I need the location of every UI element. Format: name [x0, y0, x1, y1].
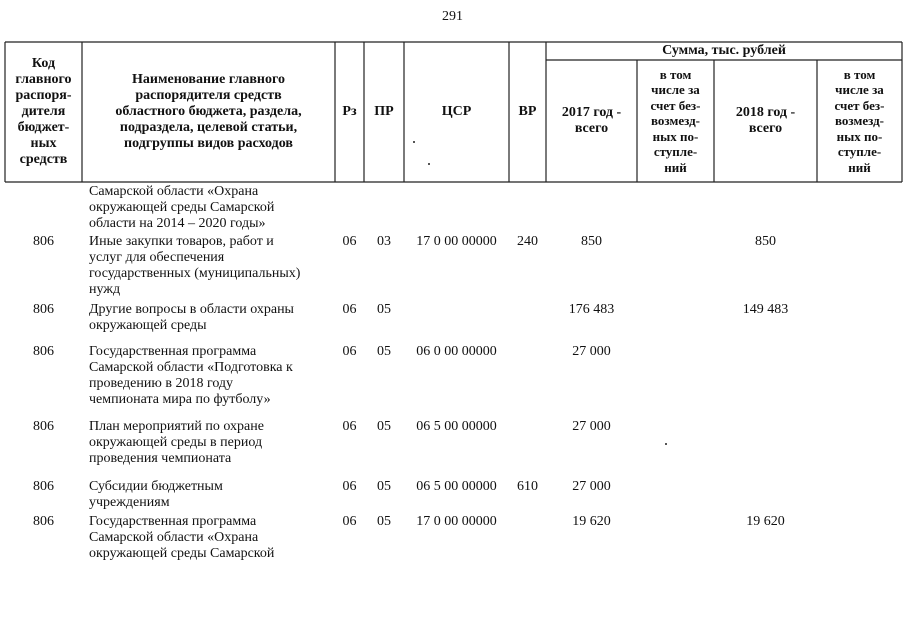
row-2017: 27 000	[572, 479, 611, 494]
header-sum-group: Сумма, тыс. рублей	[662, 43, 786, 58]
row-rz: 06	[342, 302, 357, 317]
row-code: 806	[33, 302, 54, 317]
row-rz: 06	[342, 344, 357, 359]
row-csr: 06 5 00 00000	[416, 479, 497, 494]
scan-speck	[665, 443, 667, 445]
row-name: Государственная программа Самарской области «Подготовка к проведению в 2018 году чемпионата мира по футболу»	[89, 344, 293, 407]
header-name: Наименование главного распорядителя средств областного бюджета, раздела, подраздела, целевой статьи, подгруппы видов расходов	[115, 72, 302, 151]
row-2018: 19 620	[746, 514, 785, 529]
row-pr: 05	[377, 344, 391, 359]
row-code: 806	[33, 514, 54, 529]
header-2018-total: 2018 год - всего	[735, 105, 796, 136]
row-name: Субсидии бюджетным учреждениям	[89, 479, 223, 510]
row-2018: 850	[755, 234, 776, 249]
row-csr: 06 5 00 00000	[416, 419, 497, 434]
row-vr: 610	[517, 479, 538, 494]
row-csr: 06 0 00 00000	[416, 344, 497, 359]
row-code: 806	[33, 344, 54, 359]
scan-speck	[428, 163, 430, 165]
row-pr: 05	[377, 514, 391, 529]
row-csr: 17 0 00 00000	[416, 514, 497, 529]
page-number: 291	[442, 9, 463, 24]
header-2018-free: в том числе за счет без- возмезд- ных по- ступле- ний	[834, 66, 885, 175]
row-code: 806	[33, 234, 54, 249]
row-2017: 27 000	[572, 344, 611, 359]
row-name: Иные закупки товаров, работ и услуг для обеспечения государственных (муниципальных) нужд	[89, 234, 301, 297]
row-2017: 27 000	[572, 419, 611, 434]
row-pr: 05	[377, 302, 391, 317]
header-pr: ПР	[374, 104, 394, 119]
header-rz: Рз	[342, 104, 357, 119]
row-pr: 05	[377, 419, 391, 434]
continuation-text: Самарской области «Охрана окружающей среды Самарской области на 2014 – 2020 годы»	[89, 184, 275, 231]
row-rz: 06	[342, 234, 357, 249]
row-2018: 149 483	[742, 302, 789, 317]
row-2017: 19 620	[572, 514, 611, 529]
row-csr: 17 0 00 00000	[416, 234, 497, 249]
row-2017: 850	[581, 234, 602, 249]
row-rz: 06	[342, 419, 357, 434]
row-name: Государственная программа Самарской области «Охрана окружающей среды Самарской	[89, 514, 275, 561]
header-2017-free: в том числе за счет без- возмезд- ных по- ступле- ний	[650, 66, 701, 175]
row-rz: 06	[342, 479, 357, 494]
scan-speck	[413, 141, 415, 143]
row-rz: 06	[342, 514, 357, 529]
header-2017-total: 2017 год - всего	[561, 105, 622, 136]
header-csr: ЦСР	[441, 104, 472, 119]
row-2017: 176 483	[568, 302, 615, 317]
row-pr: 03	[377, 234, 391, 249]
row-name: План мероприятий по охране окружающей среды в период проведения чемпионата	[89, 419, 264, 466]
row-pr: 05	[377, 479, 391, 494]
row-vr: 240	[517, 234, 538, 249]
row-name: Другие вопросы в области охраны окружающей среды	[89, 302, 294, 333]
row-code: 806	[33, 419, 54, 434]
row-code: 806	[33, 479, 54, 494]
header-code: Код главного распоря- дителя бюджет- ных средств	[15, 56, 72, 167]
header-vr: ВР	[518, 104, 537, 119]
